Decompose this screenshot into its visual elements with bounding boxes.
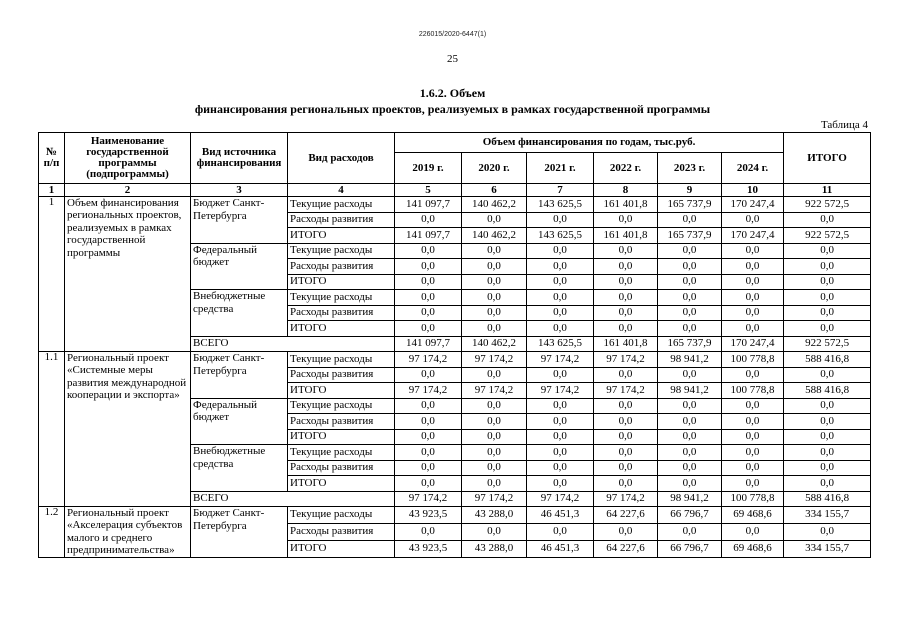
row-total-cell: 0,0: [784, 367, 871, 383]
value-cell: 98 941,2: [658, 352, 722, 368]
value-cell: 100 778,8: [722, 383, 784, 399]
value-cell: 97 174,2: [395, 383, 462, 399]
value-cell: 0,0: [462, 414, 527, 430]
expense-type: Расходы развития: [288, 523, 395, 540]
value-cell: 0,0: [462, 305, 527, 321]
value-cell: 97 174,2: [594, 383, 658, 399]
value-cell: 0,0: [395, 460, 462, 476]
value-cell: 69 468,6: [722, 507, 784, 524]
value-cell: 0,0: [395, 523, 462, 540]
header-total: ИТОГО: [784, 133, 871, 184]
row-total-cell: 0,0: [784, 259, 871, 275]
value-cell: 0,0: [594, 445, 658, 461]
value-cell: 100 778,8: [722, 491, 784, 507]
row-total-cell: 0,0: [784, 321, 871, 337]
value-cell: 161 401,8: [594, 228, 658, 244]
header-num: № п/п: [39, 133, 65, 184]
column-number: 4: [288, 184, 395, 197]
expense-type: Текущие расходы: [288, 352, 395, 368]
value-cell: 165 737,9: [658, 228, 722, 244]
value-cell: 0,0: [658, 290, 722, 306]
program-name: Региональный проект «Системные меры развития международной кооперации и экспорта»: [65, 352, 191, 507]
expense-type: Текущие расходы: [288, 445, 395, 461]
expense-type: ИТОГО: [288, 383, 395, 399]
expense-type: ИТОГО: [288, 540, 395, 557]
value-cell: 0,0: [395, 259, 462, 275]
expense-type: ИТОГО: [288, 476, 395, 492]
value-cell: 165 737,9: [658, 197, 722, 213]
value-cell: 0,0: [658, 460, 722, 476]
row-total-cell: 922 572,5: [784, 336, 871, 352]
expense-type: ИТОГО: [288, 429, 395, 445]
value-cell: 0,0: [594, 523, 658, 540]
funding-source: Внебюджетные средства: [191, 445, 288, 492]
value-cell: 140 462,2: [462, 197, 527, 213]
row-total-cell: 0,0: [784, 523, 871, 540]
value-cell: 66 796,7: [658, 507, 722, 524]
value-cell: 97 174,2: [462, 352, 527, 368]
value-cell: 0,0: [594, 305, 658, 321]
value-cell: 0,0: [658, 305, 722, 321]
value-cell: 0,0: [395, 321, 462, 337]
value-cell: 0,0: [527, 274, 594, 290]
expense-type: Текущие расходы: [288, 290, 395, 306]
funding-source: Бюджет Санкт-Петербурга: [191, 507, 288, 558]
value-cell: 0,0: [527, 212, 594, 228]
value-cell: 0,0: [462, 460, 527, 476]
value-cell: 0,0: [395, 429, 462, 445]
column-number: 7: [527, 184, 594, 197]
row-total-cell: 0,0: [784, 414, 871, 430]
grand-total-label: ВСЕГО: [191, 336, 395, 352]
value-cell: 0,0: [594, 212, 658, 228]
row-number: 1.1: [39, 352, 65, 507]
value-cell: 0,0: [722, 367, 784, 383]
value-cell: 97 174,2: [395, 352, 462, 368]
value-cell: 0,0: [395, 290, 462, 306]
document-id: 226015/2020-6447(1): [418, 31, 487, 38]
value-cell: 0,0: [594, 367, 658, 383]
section-title: 1.6.2. Объем: [419, 86, 486, 100]
header-volume: Объем финансирования по годам, тыс.руб.: [395, 133, 784, 153]
value-cell: 0,0: [594, 274, 658, 290]
value-cell: 0,0: [722, 523, 784, 540]
value-cell: 0,0: [527, 460, 594, 476]
row-total-cell: 0,0: [784, 460, 871, 476]
value-cell: 0,0: [722, 414, 784, 430]
column-number: 8: [594, 184, 658, 197]
value-cell: 98 941,2: [658, 491, 722, 507]
value-cell: 0,0: [527, 259, 594, 275]
value-cell: 0,0: [527, 523, 594, 540]
row-total-cell: 334 155,7: [784, 507, 871, 524]
value-cell: 69 468,6: [722, 540, 784, 557]
value-cell: 0,0: [658, 367, 722, 383]
header-name: Наименование государственной программы (подпрограммы): [65, 133, 191, 184]
value-cell: 0,0: [395, 243, 462, 259]
header-year: 2020 г.: [462, 153, 527, 184]
row-total-cell: 0,0: [784, 429, 871, 445]
value-cell: 43 923,5: [395, 540, 462, 557]
value-cell: 0,0: [462, 290, 527, 306]
program-name: Региональный проект «Акселерация субъектов малого и среднего предпринимательства»: [65, 507, 191, 558]
value-cell: 0,0: [722, 305, 784, 321]
column-number: 5: [395, 184, 462, 197]
value-cell: 0,0: [722, 321, 784, 337]
value-cell: 170 247,4: [722, 228, 784, 244]
value-cell: 0,0: [722, 212, 784, 228]
value-cell: 97 174,2: [395, 491, 462, 507]
value-cell: 43 923,5: [395, 507, 462, 524]
row-total-cell: 0,0: [784, 274, 871, 290]
value-cell: 170 247,4: [722, 336, 784, 352]
value-cell: 0,0: [658, 274, 722, 290]
program-name: Объем финансирования региональных проектов, реализуемых в рамках государственной программы: [65, 197, 191, 352]
row-total-cell: 0,0: [784, 243, 871, 259]
funding-source: Бюджет Санкт-Петербурга: [191, 352, 288, 399]
value-cell: 143 625,5: [527, 228, 594, 244]
value-cell: 0,0: [462, 445, 527, 461]
value-cell: 0,0: [658, 429, 722, 445]
value-cell: 98 941,2: [658, 383, 722, 399]
value-cell: 46 451,3: [527, 540, 594, 557]
row-total-cell: 334 155,7: [784, 540, 871, 557]
value-cell: 0,0: [594, 414, 658, 430]
header-year: 2021 г.: [527, 153, 594, 184]
value-cell: 0,0: [722, 445, 784, 461]
expense-type: Расходы развития: [288, 414, 395, 430]
value-cell: 165 737,9: [658, 336, 722, 352]
value-cell: 161 401,8: [594, 197, 658, 213]
value-cell: 97 174,2: [594, 491, 658, 507]
value-cell: 0,0: [395, 476, 462, 492]
value-cell: 0,0: [658, 259, 722, 275]
row-number: 1: [39, 197, 65, 352]
value-cell: 0,0: [594, 259, 658, 275]
value-cell: 0,0: [462, 321, 527, 337]
value-cell: 0,0: [462, 476, 527, 492]
table-row: [39, 352, 871, 368]
value-cell: 0,0: [395, 398, 462, 414]
value-cell: 0,0: [462, 367, 527, 383]
expense-type: Расходы развития: [288, 460, 395, 476]
row-total-cell: 588 416,8: [784, 383, 871, 399]
value-cell: 97 174,2: [527, 352, 594, 368]
row-total-cell: 0,0: [784, 398, 871, 414]
row-total-cell: 0,0: [784, 476, 871, 492]
row-total-cell: 0,0: [784, 445, 871, 461]
expense-type: Текущие расходы: [288, 243, 395, 259]
value-cell: 0,0: [395, 274, 462, 290]
value-cell: 161 401,8: [594, 336, 658, 352]
value-cell: 97 174,2: [527, 491, 594, 507]
row-total-cell: 922 572,5: [784, 197, 871, 213]
column-number: 3: [191, 184, 288, 197]
value-cell: 64 227,6: [594, 540, 658, 557]
value-cell: 141 097,7: [395, 197, 462, 213]
row-total-cell: 922 572,5: [784, 228, 871, 244]
value-cell: 141 097,7: [395, 336, 462, 352]
value-cell: 0,0: [395, 445, 462, 461]
row-total-cell: 588 416,8: [784, 352, 871, 368]
page-number: 25: [447, 53, 458, 65]
value-cell: 0,0: [722, 290, 784, 306]
row-total-cell: 0,0: [784, 290, 871, 306]
expense-type: ИТОГО: [288, 321, 395, 337]
section-subtitle: финансирования региональных проектов, реализуемых в рамках государственной программы: [194, 102, 711, 116]
value-cell: 0,0: [722, 429, 784, 445]
value-cell: 0,0: [527, 290, 594, 306]
value-cell: 0,0: [594, 321, 658, 337]
value-cell: 0,0: [527, 414, 594, 430]
header-year: 2022 г.: [594, 153, 658, 184]
value-cell: 0,0: [722, 259, 784, 275]
value-cell: 0,0: [527, 445, 594, 461]
value-cell: 0,0: [527, 243, 594, 259]
value-cell: 0,0: [658, 321, 722, 337]
expense-type: Текущие расходы: [288, 507, 395, 524]
value-cell: 0,0: [527, 429, 594, 445]
value-cell: 100 778,8: [722, 352, 784, 368]
value-cell: 0,0: [594, 398, 658, 414]
value-cell: 97 174,2: [462, 383, 527, 399]
value-cell: 0,0: [722, 460, 784, 476]
table-row: [39, 197, 871, 213]
expense-type: Текущие расходы: [288, 197, 395, 213]
value-cell: 0,0: [594, 429, 658, 445]
row-total-cell: 0,0: [784, 212, 871, 228]
value-cell: 0,0: [658, 476, 722, 492]
value-cell: 0,0: [722, 274, 784, 290]
value-cell: 97 174,2: [594, 352, 658, 368]
header-source: Вид источника финансирования: [191, 133, 288, 184]
value-cell: 141 097,7: [395, 228, 462, 244]
value-cell: 0,0: [658, 212, 722, 228]
expense-type: Расходы развития: [288, 367, 395, 383]
expense-type: ИТОГО: [288, 274, 395, 290]
financing-table: [38, 132, 871, 558]
value-cell: 97 174,2: [527, 383, 594, 399]
table-label: Таблица 4: [820, 119, 868, 131]
value-cell: 140 462,2: [462, 228, 527, 244]
header-year: 2024 г.: [722, 153, 784, 184]
value-cell: 64 227,6: [594, 507, 658, 524]
value-cell: 0,0: [527, 305, 594, 321]
column-number: 2: [65, 184, 191, 197]
column-number: 9: [658, 184, 722, 197]
value-cell: 143 625,5: [527, 197, 594, 213]
value-cell: 0,0: [722, 476, 784, 492]
value-cell: 0,0: [395, 367, 462, 383]
value-cell: 0,0: [462, 274, 527, 290]
value-cell: 0,0: [594, 460, 658, 476]
value-cell: 0,0: [594, 476, 658, 492]
value-cell: 140 462,2: [462, 336, 527, 352]
row-number: 1.2: [39, 507, 65, 558]
value-cell: 66 796,7: [658, 540, 722, 557]
value-cell: 0,0: [395, 212, 462, 228]
value-cell: 0,0: [462, 523, 527, 540]
value-cell: 0,0: [658, 398, 722, 414]
funding-source: Федеральный бюджет: [191, 243, 288, 290]
value-cell: 46 451,3: [527, 507, 594, 524]
value-cell: 0,0: [722, 398, 784, 414]
row-total-cell: 588 416,8: [784, 491, 871, 507]
value-cell: 0,0: [527, 321, 594, 337]
value-cell: 0,0: [462, 212, 527, 228]
value-cell: 0,0: [462, 243, 527, 259]
value-cell: 170 247,4: [722, 197, 784, 213]
value-cell: 0,0: [527, 367, 594, 383]
value-cell: 0,0: [462, 398, 527, 414]
header-year: 2023 г.: [658, 153, 722, 184]
row-total-cell: 0,0: [784, 305, 871, 321]
value-cell: 0,0: [395, 305, 462, 321]
column-number: 10: [722, 184, 784, 197]
table-row: [39, 507, 871, 524]
value-cell: 97 174,2: [462, 491, 527, 507]
value-cell: 43 288,0: [462, 540, 527, 557]
funding-source: Бюджет Санкт-Петербурга: [191, 197, 288, 244]
value-cell: 43 288,0: [462, 507, 527, 524]
funding-source: Внебюджетные средства: [191, 290, 288, 337]
value-cell: 0,0: [527, 476, 594, 492]
value-cell: 0,0: [527, 398, 594, 414]
value-cell: 0,0: [658, 445, 722, 461]
value-cell: 0,0: [658, 243, 722, 259]
value-cell: 0,0: [722, 243, 784, 259]
value-cell: 0,0: [594, 243, 658, 259]
column-number: 11: [784, 184, 871, 197]
header-expense-type: Вид расходов: [288, 133, 395, 184]
expense-type: Расходы развития: [288, 212, 395, 228]
grand-total-label: ВСЕГО: [191, 491, 395, 507]
value-cell: 0,0: [658, 414, 722, 430]
value-cell: 0,0: [594, 290, 658, 306]
expense-type: Расходы развития: [288, 305, 395, 321]
value-cell: 0,0: [462, 429, 527, 445]
header-year: 2019 г.: [395, 153, 462, 184]
value-cell: 0,0: [462, 259, 527, 275]
value-cell: 143 625,5: [527, 336, 594, 352]
expense-type: Расходы развития: [288, 259, 395, 275]
value-cell: 0,0: [658, 523, 722, 540]
value-cell: 0,0: [395, 414, 462, 430]
expense-type: Текущие расходы: [288, 398, 395, 414]
column-number: 1: [39, 184, 65, 197]
funding-source: Федеральный бюджет: [191, 398, 288, 445]
column-number: 6: [462, 184, 527, 197]
expense-type: ИТОГО: [288, 228, 395, 244]
